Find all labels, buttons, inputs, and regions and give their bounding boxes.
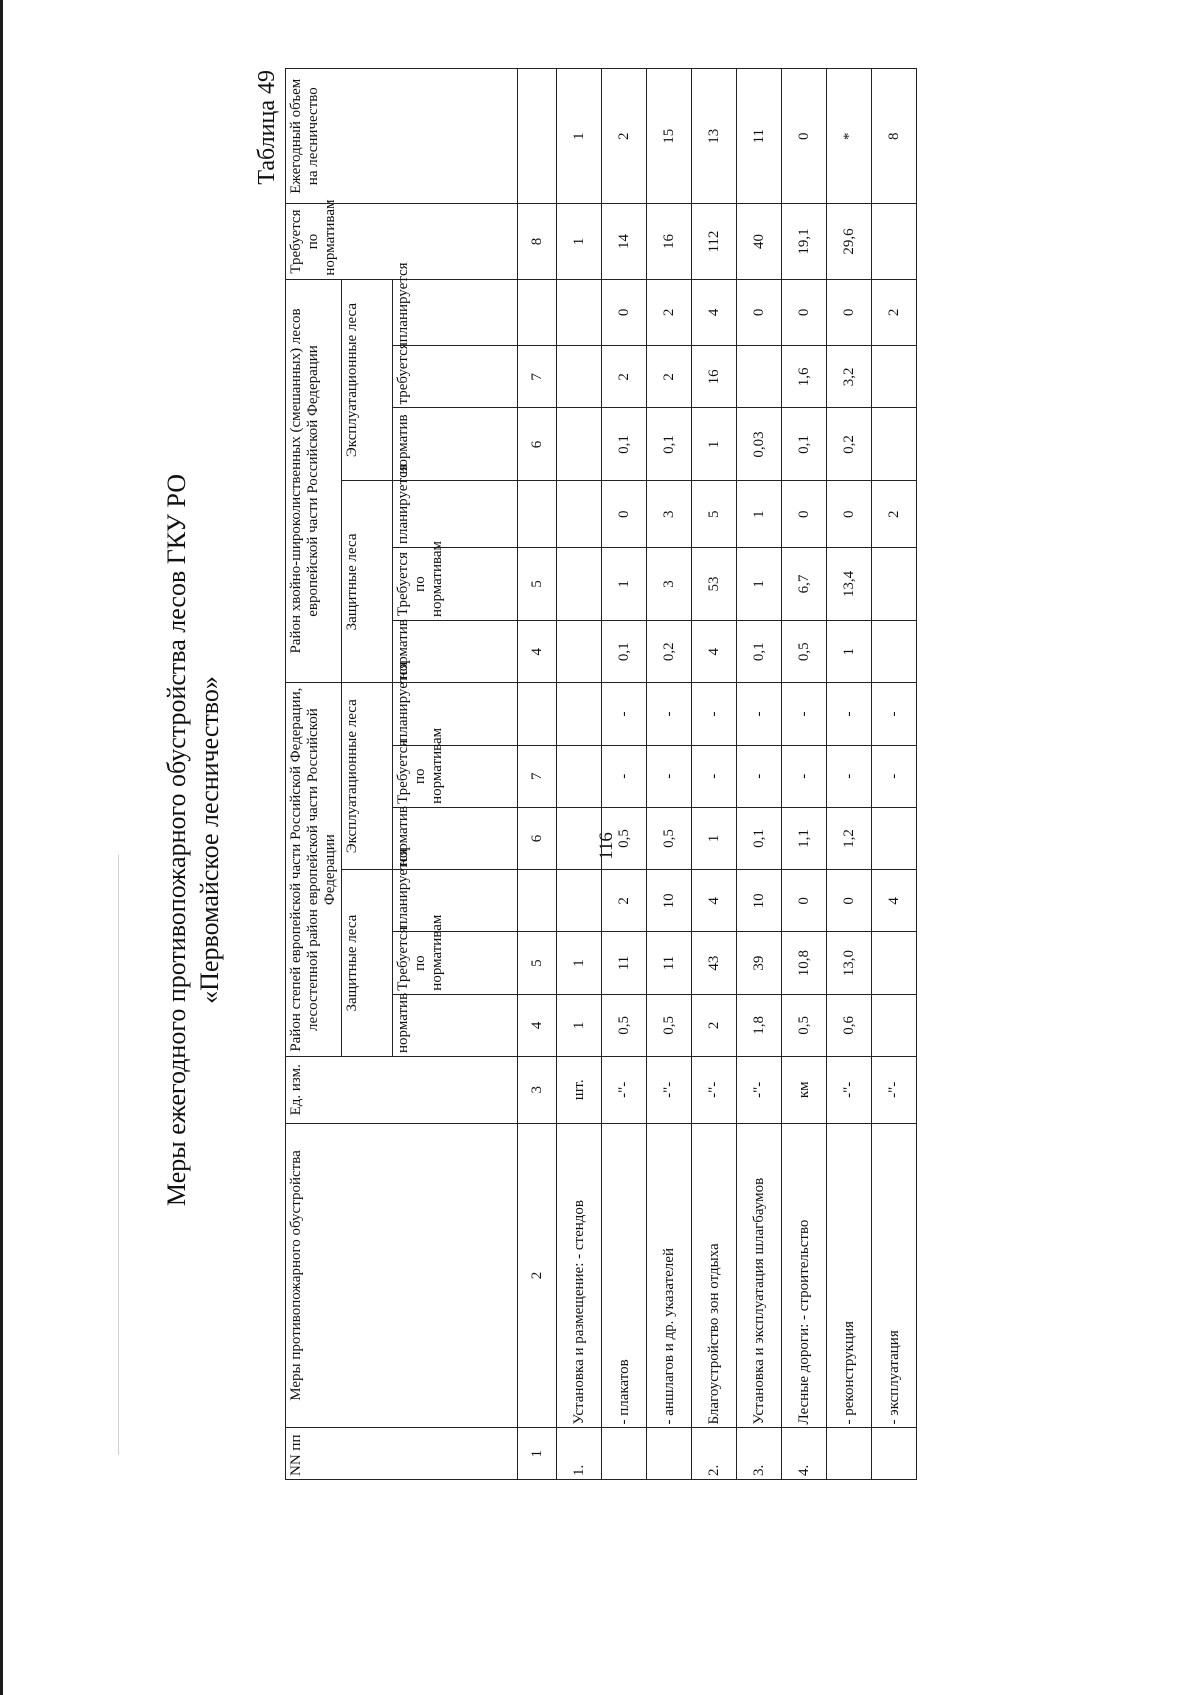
row-value-cell: 11 — [737, 69, 782, 204]
row-value-cell: 15 — [647, 69, 692, 204]
row-value-cell: 1,2 — [827, 807, 872, 869]
header-measures: Меры противопожарного обустройства — [286, 1123, 518, 1428]
row-value-cell: 0 — [827, 279, 872, 346]
row-value-cell: - — [602, 745, 647, 807]
row-value-cell — [557, 870, 602, 932]
row-number: 3. — [737, 1428, 782, 1480]
row-unit: шт. — [557, 1056, 602, 1123]
row-measure-name: - реконструкция — [827, 1123, 872, 1428]
row-value-cell: 2 — [647, 279, 692, 346]
row-value-cell: 3,2 — [827, 346, 872, 408]
index-cell — [518, 69, 557, 204]
page-number: 116 — [596, 832, 617, 860]
header-unit: Ед. изм. — [286, 1056, 518, 1123]
row-value-cell — [737, 346, 782, 408]
row-value-cell: 10 — [737, 870, 782, 932]
row-value-cell: 0,2 — [827, 408, 872, 481]
index-cell — [518, 870, 557, 932]
row-value-cell: 2 — [602, 346, 647, 408]
row-value-cell: 4 — [692, 621, 737, 683]
row-value-cell: 1,8 — [737, 994, 782, 1056]
row-value-cell: 0,1 — [782, 408, 827, 481]
row-value-cell: 1 — [827, 621, 872, 683]
row-value-cell: - — [872, 745, 917, 807]
row-value-cell — [557, 279, 602, 346]
row-number: 4. — [782, 1428, 827, 1480]
row-value-cell: 2 — [872, 481, 917, 548]
row-value-cell: 0,5 — [647, 807, 692, 869]
row-measure-name: - эксплуатация — [872, 1123, 917, 1428]
row-value-cell: 0,5 — [602, 807, 647, 869]
row-value-cell: - — [872, 683, 917, 745]
row-value-cell: 1 — [557, 69, 602, 204]
header-r2-prot-norm: норматив — [393, 621, 518, 683]
row-value-cell: 4 — [692, 279, 737, 346]
row-value-cell: 0,1 — [602, 621, 647, 683]
row-value-cell: - — [602, 683, 647, 745]
row-value-cell — [872, 346, 917, 408]
title-line-1: Меры ежегодного противопожарного обустройства лесов ГКУ РО — [162, 473, 191, 1207]
table-row — [692, 69, 737, 1480]
row-measure-name: Лесные дороги: - строительство — [782, 1123, 827, 1428]
header-r1-prot-req: Требуется по нормативам — [393, 932, 518, 994]
row-value-cell: 0 — [827, 481, 872, 548]
index-cell: 4 — [518, 621, 557, 683]
row-number: 1. — [557, 1428, 602, 1480]
title-line-2: «Первомайское лесничество» — [195, 676, 224, 1004]
row-value-cell: 0 — [827, 870, 872, 932]
row-value-cell: 11 — [647, 932, 692, 994]
row-value-cell: 1,1 — [782, 807, 827, 869]
row-value-cell: 0 — [782, 69, 827, 204]
row-unit: -"- — [872, 1056, 917, 1123]
row-value-cell: 1 — [557, 204, 602, 279]
row-value-cell: 19,1 — [782, 204, 827, 279]
header-region-mixed: Район хвойно-широколиственных (смешанных) лесов европейской части Российской Федерации — [286, 279, 342, 683]
fire-measures-table — [285, 68, 917, 1480]
row-value-cell: - — [827, 683, 872, 745]
row-value-cell: 0 — [737, 279, 782, 346]
row-value-cell — [872, 548, 917, 621]
table-row — [602, 69, 647, 1480]
document-title — [160, 70, 226, 1610]
row-value-cell — [557, 481, 602, 548]
row-value-cell: 10,8 — [782, 932, 827, 994]
row-value-cell — [872, 932, 917, 994]
row-value-cell: 11 — [602, 932, 647, 994]
row-unit: км — [782, 1056, 827, 1123]
row-unit: -"- — [692, 1056, 737, 1123]
row-value-cell: 0,1 — [647, 408, 692, 481]
index-cell: 4 — [518, 994, 557, 1056]
row-value-cell: 16 — [692, 346, 737, 408]
column-index-row — [518, 69, 557, 1480]
row-measure-name: - плакатов — [602, 1123, 647, 1428]
row-value-cell: 0,5 — [782, 994, 827, 1056]
row-value-cell — [557, 745, 602, 807]
row-value-cell: 0 — [782, 870, 827, 932]
row-value-cell: 0,5 — [647, 994, 692, 1056]
row-unit: -"- — [827, 1056, 872, 1123]
header-r2-expl-plan: планируется — [393, 279, 518, 346]
row-value-cell: 3 — [647, 548, 692, 621]
row-value-cell: 112 — [692, 204, 737, 279]
index-cell: 5 — [518, 932, 557, 994]
row-measure-name: Благоустройство зон отдыха — [692, 1123, 737, 1428]
header-r2-protective: Защитные леса — [342, 481, 393, 683]
row-value-cell: 1 — [692, 408, 737, 481]
row-value-cell: 0,6 — [827, 994, 872, 1056]
row-value-cell: 2 — [872, 279, 917, 346]
header-nn: NN пп — [286, 1428, 518, 1480]
row-value-cell: 6,7 — [782, 548, 827, 621]
row-value-cell: 43 — [692, 932, 737, 994]
row-unit: -"- — [647, 1056, 692, 1123]
header-r1-expl-req: Требуется по нормативам — [393, 745, 518, 807]
row-value-cell: 16 — [647, 204, 692, 279]
row-value-cell: 8 — [872, 69, 917, 204]
row-value-cell — [872, 204, 917, 279]
row-value-cell: 14 — [602, 204, 647, 279]
table-row — [737, 69, 782, 1480]
row-value-cell: 0,1 — [602, 408, 647, 481]
table-caption: Таблица 49 — [254, 70, 280, 185]
header-r1-expl-norm: норматив — [393, 807, 518, 869]
row-value-cell: 0,5 — [782, 621, 827, 683]
row-value-cell — [872, 994, 917, 1056]
index-cell — [518, 279, 557, 346]
table-row — [872, 69, 917, 1480]
header-required-total: Требуется по нормативам — [286, 204, 518, 279]
row-unit: -"- — [737, 1056, 782, 1123]
header-r1-prot-plan: планируется — [393, 870, 518, 932]
row-value-cell — [557, 683, 602, 745]
row-value-cell: 0 — [782, 279, 827, 346]
row-value-cell: 2 — [647, 346, 692, 408]
header-r2-exploitation: Эксплуатационные леса — [342, 279, 393, 481]
row-value-cell: 1 — [737, 548, 782, 621]
row-value-cell: 0 — [602, 279, 647, 346]
row-value-cell: 4 — [692, 870, 737, 932]
row-value-cell: 1 — [692, 807, 737, 869]
row-value-cell: * — [827, 69, 872, 204]
row-measure-name: Установка и размещение: - стендов — [557, 1123, 602, 1428]
row-value-cell: 2 — [602, 69, 647, 204]
table-row — [647, 69, 692, 1480]
scan-edge — [0, 0, 3, 1695]
header-r2-expl-norm: норматив — [393, 408, 518, 481]
row-value-cell: 4 — [872, 870, 917, 932]
row-value-cell: 13,0 — [827, 932, 872, 994]
table-body — [557, 69, 917, 1480]
row-value-cell: 40 — [737, 204, 782, 279]
header-r1-exploitation: Эксплуатационные леса — [342, 683, 393, 870]
header-row-1 — [286, 69, 342, 1480]
row-value-cell: - — [647, 683, 692, 745]
row-value-cell: 29,6 — [827, 204, 872, 279]
row-value-cell: - — [647, 745, 692, 807]
header-r1-prot-norm: норматив — [393, 994, 518, 1056]
row-value-cell: - — [737, 745, 782, 807]
row-value-cell: 53 — [692, 548, 737, 621]
header-r2-prot-plan: планируется — [393, 481, 518, 548]
row-value-cell: 2 — [692, 994, 737, 1056]
row-value-cell — [557, 548, 602, 621]
row-value-cell — [557, 346, 602, 408]
row-number — [872, 1428, 917, 1480]
table-row — [827, 69, 872, 1480]
row-value-cell: - — [737, 683, 782, 745]
header-r2-expl-req: требуется — [393, 346, 518, 408]
row-value-cell — [872, 408, 917, 481]
row-number — [647, 1428, 692, 1480]
row-value-cell: - — [782, 745, 827, 807]
row-value-cell: 1,6 — [782, 346, 827, 408]
index-cell: 5 — [518, 548, 557, 621]
row-value-cell: 39 — [737, 932, 782, 994]
row-value-cell — [557, 807, 602, 869]
table-row — [782, 69, 827, 1480]
row-value-cell: 1 — [602, 548, 647, 621]
row-value-cell — [872, 807, 917, 869]
header-annual-volume: Ежегодный объем на лесничество — [286, 69, 518, 204]
row-value-cell: 3 — [647, 481, 692, 548]
row-value-cell: 0 — [602, 481, 647, 548]
row-unit: -"- — [602, 1056, 647, 1123]
row-value-cell: 2 — [602, 870, 647, 932]
index-cell: 7 — [518, 346, 557, 408]
header-r2-prot-req: Требуется по нормативам — [393, 548, 518, 621]
row-number — [827, 1428, 872, 1480]
row-value-cell: 0,1 — [737, 621, 782, 683]
index-cell: 6 — [518, 408, 557, 481]
index-cell — [518, 683, 557, 745]
row-value-cell: 0 — [782, 481, 827, 548]
row-measure-name: - аншлагов и др. указателей — [647, 1123, 692, 1428]
index-cell — [518, 481, 557, 548]
index-cell: 8 — [518, 204, 557, 279]
index-cell: 7 — [518, 745, 557, 807]
row-value-cell: 0,1 — [737, 807, 782, 869]
row-value-cell: 1 — [557, 932, 602, 994]
index-cell: 6 — [518, 807, 557, 869]
index-cell: 1 — [518, 1428, 557, 1480]
row-value-cell: - — [692, 683, 737, 745]
row-value-cell — [557, 408, 602, 481]
row-value-cell: 1 — [737, 481, 782, 548]
header-r1-protective: Защитные леса — [342, 870, 393, 1057]
row-value-cell: 0,03 — [737, 408, 782, 481]
row-value-cell: 0,5 — [602, 994, 647, 1056]
index-cell: 2 — [518, 1123, 557, 1428]
row-value-cell — [872, 621, 917, 683]
row-value-cell: 0,2 — [647, 621, 692, 683]
row-value-cell: 10 — [647, 870, 692, 932]
row-value-cell: - — [692, 745, 737, 807]
row-value-cell: 1 — [557, 994, 602, 1056]
row-number — [602, 1428, 647, 1480]
row-measure-name: Установка и эксплуатация шлагбаумов — [737, 1123, 782, 1428]
row-number: 2. — [692, 1428, 737, 1480]
header-r1-expl-plan: планируется — [393, 683, 518, 745]
row-value-cell: 13,4 — [827, 548, 872, 621]
row-value-cell: 5 — [692, 481, 737, 548]
header-region-steppe: Район степей европейской части Российской Федерации, лесостепной район европейской части Российской Федерации — [286, 683, 342, 1057]
row-value-cell — [557, 621, 602, 683]
index-cell: 3 — [518, 1056, 557, 1123]
row-value-cell: - — [782, 683, 827, 745]
table-row — [557, 69, 602, 1480]
row-value-cell: - — [827, 745, 872, 807]
rotated-page — [160, 70, 1060, 1610]
scan-fold-line — [118, 855, 119, 1455]
row-value-cell: 13 — [692, 69, 737, 204]
